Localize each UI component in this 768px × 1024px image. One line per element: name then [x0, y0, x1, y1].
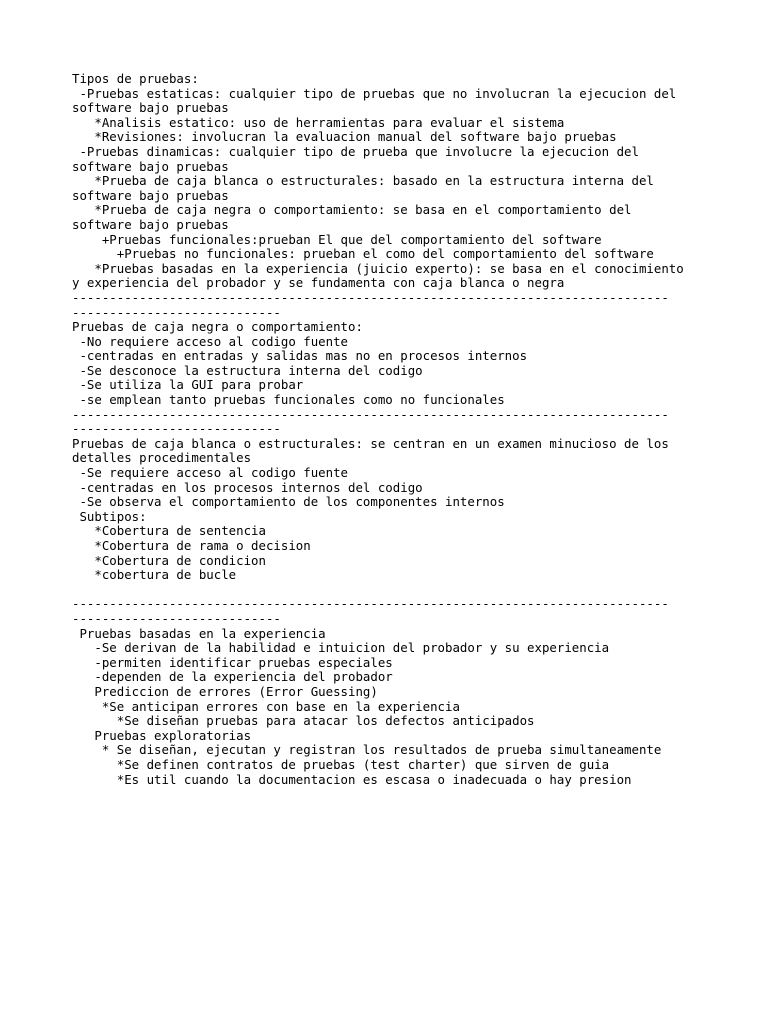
text-line: software bajo pruebas	[72, 188, 229, 203]
text-line: -se emplean tanto pruebas funcionales como no funcionales	[72, 393, 505, 408]
text-line	[72, 583, 692, 598]
text-line: software bajo pruebas	[72, 101, 229, 116]
text-line: -Se desconoce la estructura interna del codigo	[72, 363, 423, 378]
text-line: Tipos de pruebas:	[72, 72, 199, 86]
text-line: Pruebas de caja blanca o estructurales: se centran en un examen minucioso de los	[72, 436, 669, 451]
text-line: *Pruebas basadas en la experiencia (juicio experto): se basa en el conocimiento	[72, 261, 684, 276]
text-line: Subtipos:	[72, 509, 147, 524]
text-line: -dependen de la experiencia del probador	[72, 670, 393, 685]
text-line: * Se diseñan, ejecutan y registran los resultados de prueba simultaneamente	[72, 743, 662, 758]
text-line: *Analisis estatico: uso de herramientas para evaluar el sistema	[72, 115, 565, 130]
text-line: --------------------------------------------------------------------------------	[72, 597, 669, 612]
text-line: detalles procedimentales	[72, 451, 252, 466]
text-line: --------------------------------------------------------------------------------	[72, 290, 669, 305]
text-line: -Pruebas estaticas: cualquier tipo de pruebas que no involucran la ejecucion del	[72, 86, 677, 101]
text-line: -Se observa el comportamiento de los componentes internos	[72, 495, 505, 510]
text-line: *Se diseñan pruebas para atacar los defectos anticipados	[72, 714, 535, 729]
text-line: Pruebas de caja negra o comportamiento:	[72, 320, 363, 335]
text-line: *Se anticipan errores con base en la experiencia	[72, 699, 460, 714]
text-line: ----------------------------	[72, 611, 281, 626]
text-line: Pruebas exploratorias	[72, 728, 252, 743]
text-line: ----------------------------	[72, 305, 281, 320]
text-line: software bajo pruebas	[72, 217, 229, 232]
text-line: *Revisiones: involucran la evaluacion manual del software bajo pruebas	[72, 130, 617, 145]
text-line: -No requiere acceso al codigo fuente	[72, 334, 349, 349]
text-line: Prediccion de errores (Error Guessing)	[72, 684, 378, 699]
text-line: -Se derivan de la habilidad e intuicion del probador y su experiencia	[72, 641, 610, 656]
text-line: -Se requiere acceso al codigo fuente	[72, 466, 349, 481]
text-line: *Cobertura de rama o decision	[72, 539, 311, 553]
text-line: +Pruebas no funcionales: prueban el como del comportamiento del software	[72, 247, 654, 262]
text-line: *Es util cuando la documentacion es escasa o inadecuada o hay presion	[72, 772, 632, 787]
text-line: -centradas en entradas y salidas mas no en procesos internos	[72, 349, 528, 364]
text-line: *cobertura de bucle	[72, 568, 237, 583]
text-line: -Pruebas dinamicas: cualquier tipo de prueba que involucre la ejecucion del	[72, 144, 639, 159]
text-line: --------------------------------------------------------------------------------	[72, 407, 669, 422]
text-line: *Cobertura de sentencia	[72, 524, 266, 539]
text-line: -centradas en los procesos internos del codigo	[72, 480, 423, 495]
text-line: y experiencia del probador y se fundamenta con caja blanca o negra	[72, 276, 565, 291]
text-line: ----------------------------	[72, 422, 281, 437]
text-line: *Cobertura de condicion	[72, 553, 266, 568]
text-line: *Prueba de caja negra o comportamiento: se basa en el comportamiento del	[72, 203, 632, 218]
document-page	[72, 72, 692, 787]
text-line: *Se definen contratos de pruebas (test charter) que sirven de guia	[72, 757, 610, 772]
text-line: -permiten identificar pruebas especiales	[72, 655, 393, 670]
text-line: *Prueba de caja blanca o estructurales: basado en la estructura interna del	[72, 174, 654, 189]
text-line: software bajo pruebas	[72, 159, 229, 174]
text-line: +Pruebas funcionales:prueban El que del comportamiento del software	[72, 232, 602, 247]
text-line: Pruebas basadas en la experiencia	[72, 626, 326, 641]
text-line: -Se utiliza la GUI para probar	[72, 378, 304, 393]
